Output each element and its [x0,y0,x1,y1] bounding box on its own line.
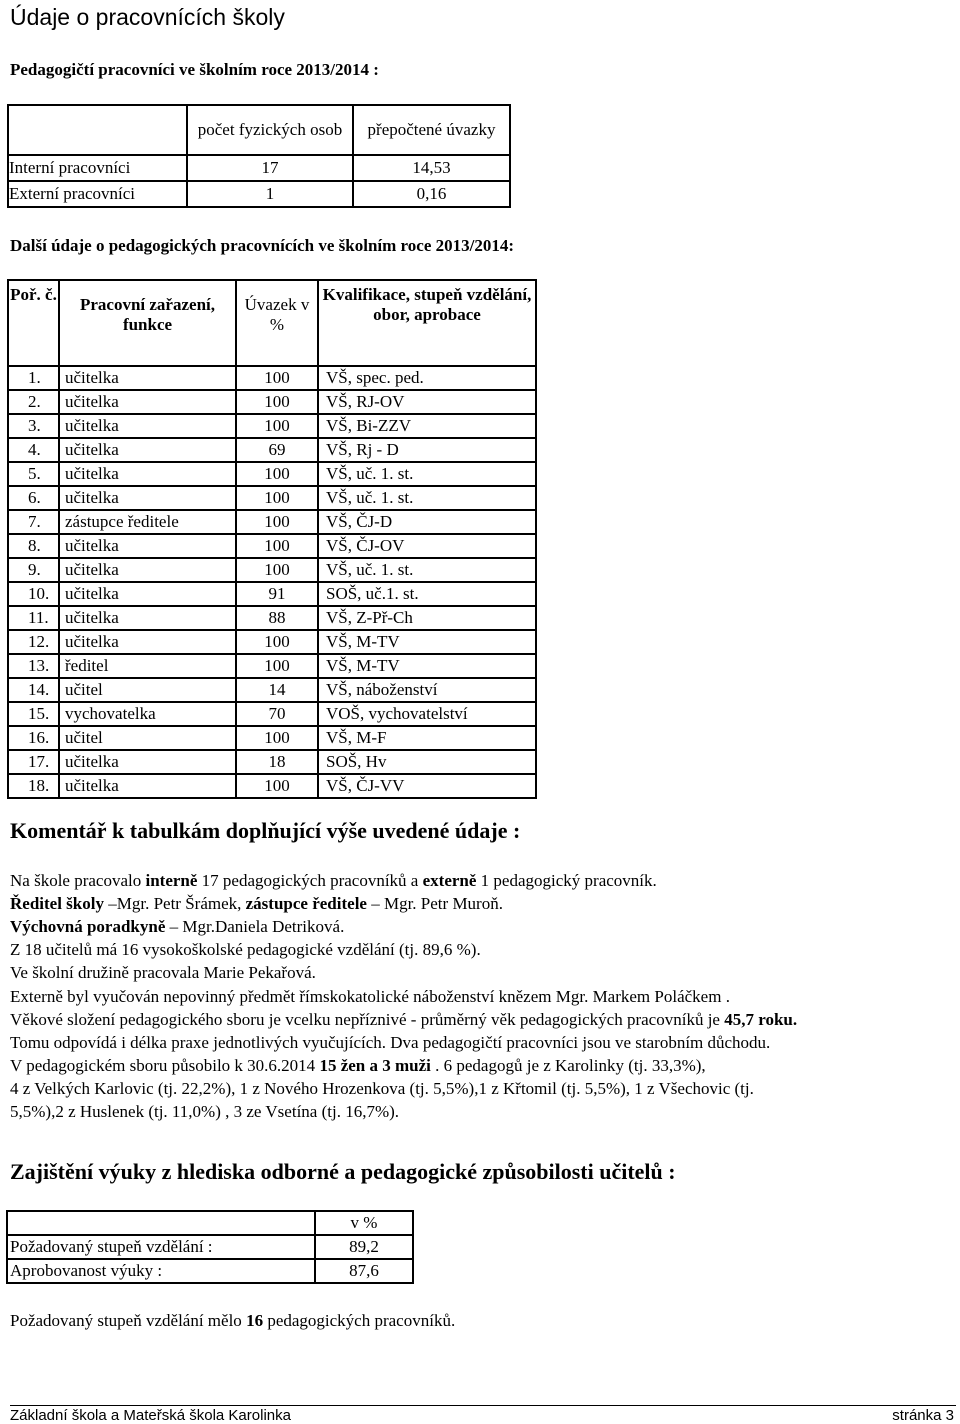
qualification-heading: Zajištění výuky z hlediska odborné a pedagogické způsobilosti učitelů : [10,1159,676,1184]
row-position: učitelka [59,774,236,798]
row-workload: 100 [236,774,318,798]
row-qualification: VŠ, M-F [318,726,536,750]
row-number: 3. [8,414,59,438]
table-row [8,726,536,750]
header-cell-percent: v % [315,1211,413,1235]
row-position: učitel [59,726,236,750]
header-cell-qualification: Kvalifikace, stupeň vzdělání, obor, aprobace [318,280,536,366]
table-row [8,654,536,678]
row-position: učitel [59,678,236,702]
header-cell-fte: přepočtené úvazky [353,105,510,155]
table-row [8,678,536,702]
header-cell-headcount: počet fyzických osob [187,105,353,155]
row-position: učitelka [59,366,236,390]
row-number: 16. [8,726,59,750]
text-run: Tomu odpovídá i délka praxe jednotlivých vyučujících. Dva pedagogičtí pracovníci jsou ve starobním důchodu. [10,1033,771,1052]
row-qualification: VOŠ, vychovatelství [318,702,536,726]
row-number: 13. [8,654,59,678]
header-cell-workload: Úvazek v % [236,280,318,366]
text-run: 4 z Velkých Karlovic (tj. 22,2%), 1 z Nového Hrozenkova (tj. 5,5%),1 z Křtomil (tj. 5,5%), 1 z Všechovic (tj. [10,1079,754,1098]
row-workload: 100 [236,366,318,390]
text-run: 1 pedagogický pracovník. [476,871,657,890]
row-number: 8. [8,534,59,558]
row-number: 14. [8,678,59,702]
text-run: 5,5%),2 z Huslenek (tj. 11,0%) , 3 ze Vsetína (tj. 16,7%). [10,1102,400,1121]
row-qualification: VŠ, ČJ-VV [318,774,536,798]
row-position: ředitel [59,654,236,678]
row-position: učitelka [59,462,236,486]
row-qualification: SOŠ, Hv [318,750,536,774]
row-headcount: 17 [187,155,353,181]
footer-divider [10,1405,956,1406]
row-workload: 100 [236,726,318,750]
row-workload: 100 [236,630,318,654]
table-row [8,702,536,726]
staff-section-subtitle: Pedagogičtí pracovníci ve školním roce 2013/2014 : [10,60,379,79]
bold-text: interně [145,871,198,890]
qualification-table [6,1210,414,1284]
row-label: Interní pracovníci [8,155,187,181]
table-row [7,1235,413,1259]
row-position: učitelka [59,606,236,630]
row-number: 11. [8,606,59,630]
row-workload: 100 [236,534,318,558]
header-cell-empty [7,1211,315,1235]
comment-line [10,917,344,937]
row-value: 87,6 [315,1259,413,1283]
table-row [8,750,536,774]
text-run: Z 18 učitelů má 16 vysokoškolské pedagogické vzdělání (tj. 89,6 %). [10,940,481,959]
table-row [8,510,536,534]
qualification-note [10,1311,455,1331]
row-workload: 69 [236,438,318,462]
row-qualification: VŠ, M-TV [318,630,536,654]
table-header-row [8,105,510,155]
teachers-table-body [8,366,536,798]
table-row [7,1259,413,1283]
row-qualification: VŠ, ČJ-D [318,510,536,534]
footer-page-number: stránka 3 [892,1407,954,1424]
bold-text: 45,7 roku. [724,1010,798,1029]
row-number: 2. [8,390,59,414]
table-row [8,630,536,654]
row-number: 5. [8,462,59,486]
text-run: Externě byl vyučován nepovinný předmět římskokatolické náboženství knězem Mgr. Markem Poláčkem . [10,987,730,1006]
table-row [8,181,510,207]
text-run: Požadovaný stupeň vzdělání mělo [10,1311,247,1330]
row-qualification: VŠ, Rj - D [318,438,536,462]
row-number: 1. [8,366,59,390]
comment-line [10,1010,797,1030]
row-qualification: VŠ, uč. 1. st. [318,462,536,486]
bold-text: 15 žen a 3 muži [319,1056,431,1075]
row-workload: 88 [236,606,318,630]
row-qualification: SOŠ, uč.1. st. [318,582,536,606]
row-position: učitelka [59,582,236,606]
row-qualification: VŠ, spec. ped. [318,366,536,390]
row-position: zástupce ředitele [59,510,236,534]
text-run: V pedagogickém sboru působilo k 30.6.2014 [10,1056,320,1075]
row-position: vychovatelka [59,702,236,726]
table-row [8,366,536,390]
text-run: Ve školní družině pracovala Marie Pekařová. [10,963,316,982]
row-number: 4. [8,438,59,462]
row-position: učitelka [59,630,236,654]
comment-line [10,871,657,891]
row-position: učitelka [59,558,236,582]
table-row [8,486,536,510]
row-qualification: VŠ, uč. 1. st. [318,486,536,510]
table-row [8,582,536,606]
table-row [8,534,536,558]
bold-text: 16 [246,1311,264,1330]
row-number: 10. [8,582,59,606]
row-label: Externí pracovníci [8,181,187,207]
row-workload: 70 [236,702,318,726]
row-position: učitelka [59,390,236,414]
table-row [8,155,510,181]
text-run: – Mgr.Daniela Detriková. [165,917,345,936]
row-qualification: VŠ, ČJ-OV [318,534,536,558]
row-number: 7. [8,510,59,534]
table-row [8,462,536,486]
text-run: Na škole pracovalo [10,871,146,890]
header-cell-position: Pracovní zařazení, funkce [59,280,236,366]
row-workload: 100 [236,558,318,582]
row-label: Aprobovanost výuky : [7,1259,315,1283]
page-title: Údaje o pracovnících školy [10,4,285,30]
table-header-row [7,1211,413,1235]
row-workload: 100 [236,462,318,486]
table-row [8,414,536,438]
text-run: pedagogických pracovníků. [263,1311,456,1330]
row-number: 17. [8,750,59,774]
comment-line [10,987,730,1007]
comment-line [10,1079,754,1099]
table-row [8,438,536,462]
text-run: . 6 pedagogů je z Karolinky (tj. 33,3%), [430,1056,706,1075]
text-run: – Mgr. Petr Muroň. [366,894,503,913]
comment-line [10,894,503,914]
row-number: 18. [8,774,59,798]
text-run: 17 pedagogických pracovníků a [197,871,423,890]
row-workload: 91 [236,582,318,606]
row-qualification: VŠ, Bi-ZZV [318,414,536,438]
row-workload: 100 [236,510,318,534]
header-cell-number: Poř. č. [8,280,59,366]
bold-text: Výchovná poradkyně [10,917,166,936]
row-workload: 14 [236,678,318,702]
row-workload: 100 [236,486,318,510]
table-row [8,558,536,582]
comment-line [10,963,316,983]
bold-text: zástupce ředitele [245,894,367,913]
row-workload: 18 [236,750,318,774]
row-qualification: VŠ, M-TV [318,654,536,678]
teachers-table [7,279,537,799]
row-workload: 100 [236,654,318,678]
table-row [8,606,536,630]
footer-school-name: Základní škola a Mateřská škola Karolinka [10,1407,291,1424]
row-position: učitelka [59,486,236,510]
row-qualification: VŠ, uč. 1. st. [318,558,536,582]
row-qualification: VŠ, RJ-OV [318,390,536,414]
details-section-subtitle: Další údaje o pedagogických pracovnících ve školním roce 2013/2014: [10,236,515,255]
table-row [8,390,536,414]
row-number: 15. [8,702,59,726]
row-fte: 14,53 [353,155,510,181]
row-position: učitelka [59,414,236,438]
row-workload: 100 [236,414,318,438]
table-header-row [8,280,536,366]
row-number: 12. [8,630,59,654]
row-workload: 100 [236,390,318,414]
row-number: 9. [8,558,59,582]
text-run: –Mgr. Petr Šrámek, [108,894,246,913]
row-qualification: VŠ, náboženství [318,678,536,702]
bold-text: externě [422,871,477,890]
comment-line [10,1056,706,1076]
row-label: Požadovaný stupeň vzdělání : [7,1235,315,1259]
comment-line [10,940,481,960]
row-position: učitelka [59,438,236,462]
staff-summary-table [7,104,511,208]
row-position: učitelka [59,750,236,774]
row-headcount: 1 [187,181,353,207]
row-value: 89,2 [315,1235,413,1259]
row-number: 6. [8,486,59,510]
text-run: Věkové složení pedagogického sboru je vcelku nepříznivé - průměrný věk pedagogických pracovníků je [10,1010,725,1029]
comment-line [10,1102,399,1122]
header-cell-empty [8,105,187,155]
row-qualification: VŠ, Z-Př-Ch [318,606,536,630]
comment-line [10,1033,770,1053]
row-position: učitelka [59,534,236,558]
bold-text: Ředitel školy [10,894,109,913]
comment-heading: Komentář k tabulkám doplňující výše uvedené údaje : [10,818,521,843]
row-fte: 0,16 [353,181,510,207]
table-row [8,774,536,798]
